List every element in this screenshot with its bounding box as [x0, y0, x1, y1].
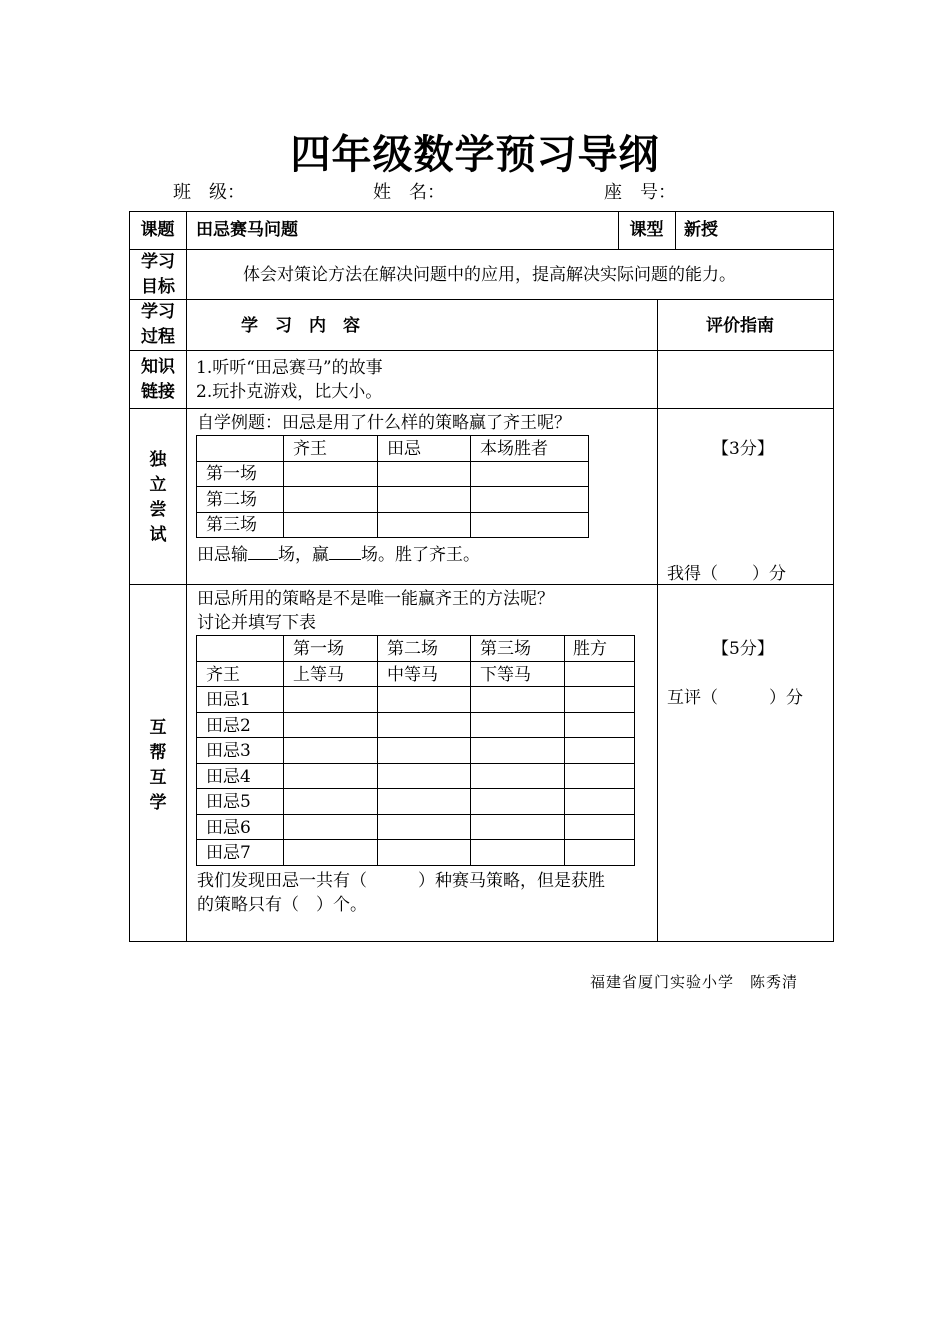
goal-text: 体会对策论方法在解决问题中的应用，提高解决实际问题的能力。 — [243, 265, 736, 285]
tianji-row-label: 田忌2 — [206, 716, 251, 736]
fill-sentence-part: 场。胜了齐王。 — [361, 545, 480, 565]
content-header: 学 习 内 容 — [241, 316, 360, 336]
tianji-row-label: 田忌6 — [206, 818, 251, 838]
lesson-type-value: 新授 — [684, 220, 718, 240]
table1-row-label: 第三场 — [206, 515, 257, 535]
seat-field-label: 座 号： — [604, 182, 676, 203]
independent-label: 独立尝试 — [149, 450, 167, 545]
table1-row-label: 第二场 — [206, 490, 257, 510]
qiwang-horse: 上等马 — [293, 665, 344, 685]
fill-sentence — [197, 541, 480, 567]
page-title: 四年级数学预习导纲 — [290, 132, 660, 178]
mutual-label: 互帮互学 — [149, 718, 167, 813]
goal-label: 学习目标 — [141, 252, 175, 297]
process-label: 学习过程 — [141, 302, 175, 347]
knowledge-label: 知识链接 — [141, 357, 175, 402]
fill-sentence-part: 田忌输 — [197, 545, 248, 565]
table2-header-round3: 第三场 — [480, 639, 531, 659]
table1-header-tianji: 田忌 — [387, 439, 421, 459]
tianji-row-label: 田忌4 — [206, 767, 251, 787]
knowledge-line-1: 1.听听“田忌赛马”的故事 — [196, 358, 383, 378]
class-field-label: 班 级： — [173, 182, 245, 203]
win-count-blank[interactable] — [329, 541, 361, 560]
table1-header-qiwang: 齐王 — [293, 439, 327, 459]
qiwang-horse: 中等马 — [387, 665, 438, 685]
qiwang-horse: 下等马 — [480, 665, 531, 685]
conclusion-line-2: 的策略只有（ ）个。 — [197, 895, 367, 915]
table2-header-winner: 胜方 — [573, 639, 607, 659]
loss-count-blank[interactable] — [248, 541, 278, 560]
footer-attribution: 福建省厦门实验小学 陈秀清 — [590, 973, 799, 991]
peer-score: 互评（ ）分 — [667, 688, 803, 708]
table1-header-winner: 本场胜者 — [480, 439, 548, 459]
mutual-score: 【5分】 — [712, 639, 774, 659]
table1-row-label: 第一场 — [206, 464, 257, 484]
mutual-prompt-2: 讨论并填写下表 — [197, 613, 316, 633]
table2-header-round1: 第一场 — [293, 639, 344, 659]
topic-value: 田忌赛马问题 — [196, 220, 298, 240]
independent-prompt: 自学例题：田忌是用了什么样的策略赢了齐王呢？ — [197, 413, 571, 433]
topic-label: 课题 — [140, 220, 175, 240]
evaluation-header: 评价指南 — [706, 316, 774, 336]
conclusion-line-1: 我们发现田忌一共有（ ）种赛马策略，但是获胜 — [197, 871, 605, 891]
mutual-prompt-1: 田忌所用的策略是不是唯一能赢齐王的方法呢？ — [197, 589, 554, 609]
self-score: 我得（ ）分 — [667, 564, 786, 584]
tianji-row-label: 田忌7 — [206, 843, 251, 863]
knowledge-line-2: 2.玩扑克游戏，比大小。 — [196, 382, 383, 402]
tianji-row-label: 田忌3 — [206, 741, 251, 761]
tianji-row-label: 田忌5 — [206, 792, 251, 812]
qiwang-row-label: 齐王 — [206, 665, 240, 685]
tianji-row-label: 田忌1 — [206, 690, 251, 710]
fill-sentence-part: 场，赢 — [278, 545, 329, 565]
name-field-label: 姓 名： — [373, 182, 445, 203]
lesson-type-label: 课型 — [629, 220, 664, 240]
table2-header-round2: 第二场 — [387, 639, 438, 659]
independent-score: 【3分】 — [712, 439, 774, 459]
